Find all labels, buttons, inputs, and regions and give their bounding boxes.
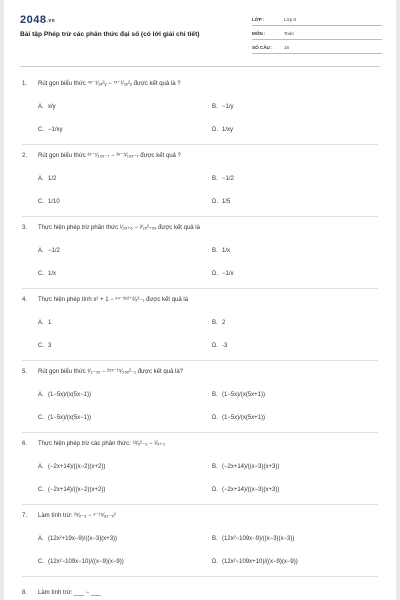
answer-option-b[interactable] bbox=[212, 464, 279, 470]
answer-option-d[interactable] bbox=[212, 559, 298, 565]
option-text: (−2x+14)/((x−3)(x+3)) bbox=[222, 464, 280, 470]
meta-key: SỐ CÂU : bbox=[252, 45, 273, 50]
site-logo[interactable] bbox=[20, 14, 55, 26]
answer-option-a[interactable] bbox=[38, 536, 117, 542]
option-label: D. bbox=[212, 199, 218, 205]
question-stem bbox=[22, 80, 181, 87]
answer-option-c[interactable] bbox=[38, 127, 63, 133]
option-label: D. bbox=[212, 343, 218, 349]
answer-option-b[interactable] bbox=[212, 392, 265, 398]
option-text: 1 bbox=[48, 320, 52, 326]
meta-value: 16 bbox=[284, 45, 290, 50]
question-stem bbox=[22, 440, 165, 447]
meta-value: Lớp 8 bbox=[284, 17, 296, 22]
question-number: 1. bbox=[22, 81, 28, 87]
question-text: Thực hiện phép trừ phân thức ¹⁄₂ₓ₊₆ − ³⁄₂ₓ²₊₆ₓ được kết quả là bbox=[38, 225, 200, 231]
answer-option-b[interactable] bbox=[212, 248, 230, 254]
option-label: C. bbox=[38, 559, 44, 565]
answer-option-d[interactable] bbox=[212, 343, 227, 349]
question-text: Rút gọn biểu thức ⁴ˣ⁻¹⁄₃ₓ²ᵧ − ⁷ˣ⁻¹⁄₃ₓ²ᵧ được kết quả là ? bbox=[38, 81, 181, 87]
option-label: A. bbox=[38, 104, 44, 110]
option-text: (12x²−109x−9)/((x−3)(x−3)) bbox=[222, 536, 295, 542]
option-text: 3 bbox=[48, 343, 52, 349]
answer-option-d[interactable] bbox=[212, 487, 279, 493]
option-label: D. bbox=[212, 127, 218, 133]
question-divider bbox=[22, 144, 378, 145]
answer-option-d[interactable] bbox=[212, 127, 233, 133]
answer-option-b[interactable] bbox=[212, 104, 234, 110]
question-stem bbox=[22, 590, 101, 596]
answer-option-c[interactable] bbox=[38, 559, 124, 565]
option-label: A. bbox=[38, 536, 44, 542]
option-label: B. bbox=[212, 320, 218, 326]
question-number: 6. bbox=[22, 441, 28, 447]
option-label: A. bbox=[38, 464, 44, 470]
answer-option-c[interactable] bbox=[38, 271, 56, 277]
document-header bbox=[4, 0, 396, 60]
option-text: −1/2 bbox=[48, 248, 60, 254]
answer-option-c[interactable] bbox=[38, 343, 51, 349]
answer-option-d[interactable] bbox=[212, 271, 234, 277]
option-label: D. bbox=[212, 415, 218, 421]
answer-option-c[interactable] bbox=[38, 415, 91, 421]
meta-value: Toán bbox=[284, 31, 294, 36]
option-label: C. bbox=[38, 199, 44, 205]
question-stem bbox=[22, 224, 200, 231]
option-label: D. bbox=[212, 559, 218, 565]
option-text: (−2x+14)/((x−2)(x+2)) bbox=[48, 487, 106, 493]
meta-key: LỚP : bbox=[252, 17, 265, 22]
option-label: B. bbox=[212, 248, 218, 254]
answer-option-b[interactable] bbox=[212, 536, 294, 542]
question-stem bbox=[22, 152, 181, 159]
question-stem bbox=[22, 368, 183, 375]
option-text: −1/y bbox=[222, 104, 234, 110]
question-text: Thực hiện phép tính x² + 1 − ˣ⁴⁻³ˣ²⁺²⁄ₓ²₋₁ được kết quả là bbox=[38, 297, 189, 303]
meta-count bbox=[252, 42, 382, 54]
option-text: (12x²−109x+10)/((x−9)(x−9)) bbox=[222, 559, 298, 565]
option-text: 1/x bbox=[48, 271, 57, 277]
answer-option-c[interactable] bbox=[38, 199, 60, 205]
header-divider bbox=[20, 66, 380, 67]
question-text: Rút gọn biểu thức ²ˣ⁻⁷⁄₁₀ₓ₋₇ − ³ˣ⁻⁵⁄₁₀ₓ₋₇ được kết quả ? bbox=[38, 153, 181, 159]
page-title: Bài tập Phép trừ các phân thức đại số (có lời giải chi tiết) bbox=[20, 31, 200, 38]
document-page bbox=[4, 0, 396, 600]
answer-option-c[interactable] bbox=[38, 487, 105, 493]
answer-option-d[interactable] bbox=[212, 199, 230, 205]
option-text: (1−5x)/(x(5x+1)) bbox=[222, 392, 266, 398]
option-label: B. bbox=[212, 176, 218, 182]
answer-option-a[interactable] bbox=[38, 248, 60, 254]
option-text: −1/x bbox=[222, 271, 234, 277]
question-number: 7. bbox=[22, 513, 28, 519]
answer-option-d[interactable] bbox=[212, 415, 265, 421]
question-number: 4. bbox=[22, 297, 28, 303]
question-divider bbox=[22, 576, 378, 577]
question-number: 3. bbox=[22, 225, 28, 231]
option-text: (−2x+14)/((x−3)(x+3)) bbox=[222, 487, 280, 493]
option-text: (12x²+19x−9)/((x−3)(x+3)) bbox=[48, 536, 118, 542]
option-label: A. bbox=[38, 320, 44, 326]
option-text: 2 bbox=[222, 320, 226, 326]
option-label: C. bbox=[38, 415, 44, 421]
answer-option-b[interactable] bbox=[212, 176, 234, 182]
option-label: C. bbox=[38, 343, 44, 349]
option-text: (1−5x)/(x(5x−1)) bbox=[48, 392, 92, 398]
question-stem bbox=[22, 296, 188, 303]
option-label: B. bbox=[212, 536, 218, 542]
option-label: B. bbox=[212, 104, 218, 110]
question-text: Làm tính trừ: ___ − ___ bbox=[38, 590, 101, 596]
option-label: A. bbox=[38, 176, 44, 182]
option-label: C. bbox=[38, 271, 44, 277]
option-label: C. bbox=[38, 127, 44, 133]
option-text: 1/xy bbox=[222, 127, 234, 133]
question-stem bbox=[22, 512, 116, 519]
question-divider bbox=[22, 288, 378, 289]
option-label: A. bbox=[38, 248, 44, 254]
option-text: -3 bbox=[222, 343, 228, 349]
option-text: −1/xy bbox=[48, 127, 63, 133]
option-text: 1/5 bbox=[222, 199, 231, 205]
option-text: 1/x bbox=[222, 248, 231, 254]
option-label: D. bbox=[212, 271, 218, 277]
question-divider bbox=[22, 360, 378, 361]
answer-option-a[interactable] bbox=[38, 320, 51, 326]
question-text: Thực hiện phép trừ các phân thức: ¹⁸⁄ₓ²₋₉ − ²⁄ₓ₊₃ bbox=[38, 441, 165, 447]
question-text: Rút gọn biểu thức ³⁄₂₋₂ₓ − ²⁵ˣ⁻¹⁵⁄₂₅ₓ²₋₁ được kết quả là? bbox=[38, 369, 184, 375]
question-divider bbox=[22, 216, 378, 217]
meta-subject bbox=[252, 28, 382, 40]
option-text: x/y bbox=[48, 104, 56, 110]
option-label: C. bbox=[38, 487, 44, 493]
option-label: B. bbox=[212, 392, 218, 398]
option-text: (−2x+14)/((x−2)(x+2)) bbox=[48, 464, 106, 470]
meta-class bbox=[252, 14, 382, 26]
question-number: 2. bbox=[22, 153, 28, 159]
option-text: 1/10 bbox=[48, 199, 60, 205]
question-divider bbox=[22, 504, 378, 505]
answer-option-a[interactable] bbox=[38, 392, 91, 398]
option-label: A. bbox=[38, 392, 44, 398]
question-divider bbox=[22, 432, 378, 433]
question-text: Làm tính trừ: ²ˣ⁄ₓ₋₉ − ˣ⁻¹⁵⁄₈₁₋ₓ² bbox=[38, 513, 116, 519]
option-label: D. bbox=[212, 487, 218, 493]
logo-text: 2048 bbox=[20, 14, 47, 26]
option-label: B. bbox=[212, 464, 218, 470]
answer-option-a[interactable] bbox=[38, 464, 105, 470]
meta-key: MÔN : bbox=[252, 31, 266, 36]
logo-suffix: .vn bbox=[46, 18, 56, 24]
option-text: 1/2 bbox=[48, 176, 57, 182]
option-text: (12x²−109x−10)/((x−9)(x−9)) bbox=[48, 559, 124, 565]
answer-option-a[interactable] bbox=[38, 104, 56, 110]
option-text: (1−5x)/(x(5x+1)) bbox=[222, 415, 266, 421]
option-text: (1−5x)/(x(5x−1)) bbox=[48, 415, 92, 421]
option-text: −1/2 bbox=[222, 176, 234, 182]
answer-option-b[interactable] bbox=[212, 320, 225, 326]
question-number: 5. bbox=[22, 369, 28, 375]
answer-option-a[interactable] bbox=[38, 176, 56, 182]
question-number: 8. bbox=[22, 590, 28, 596]
